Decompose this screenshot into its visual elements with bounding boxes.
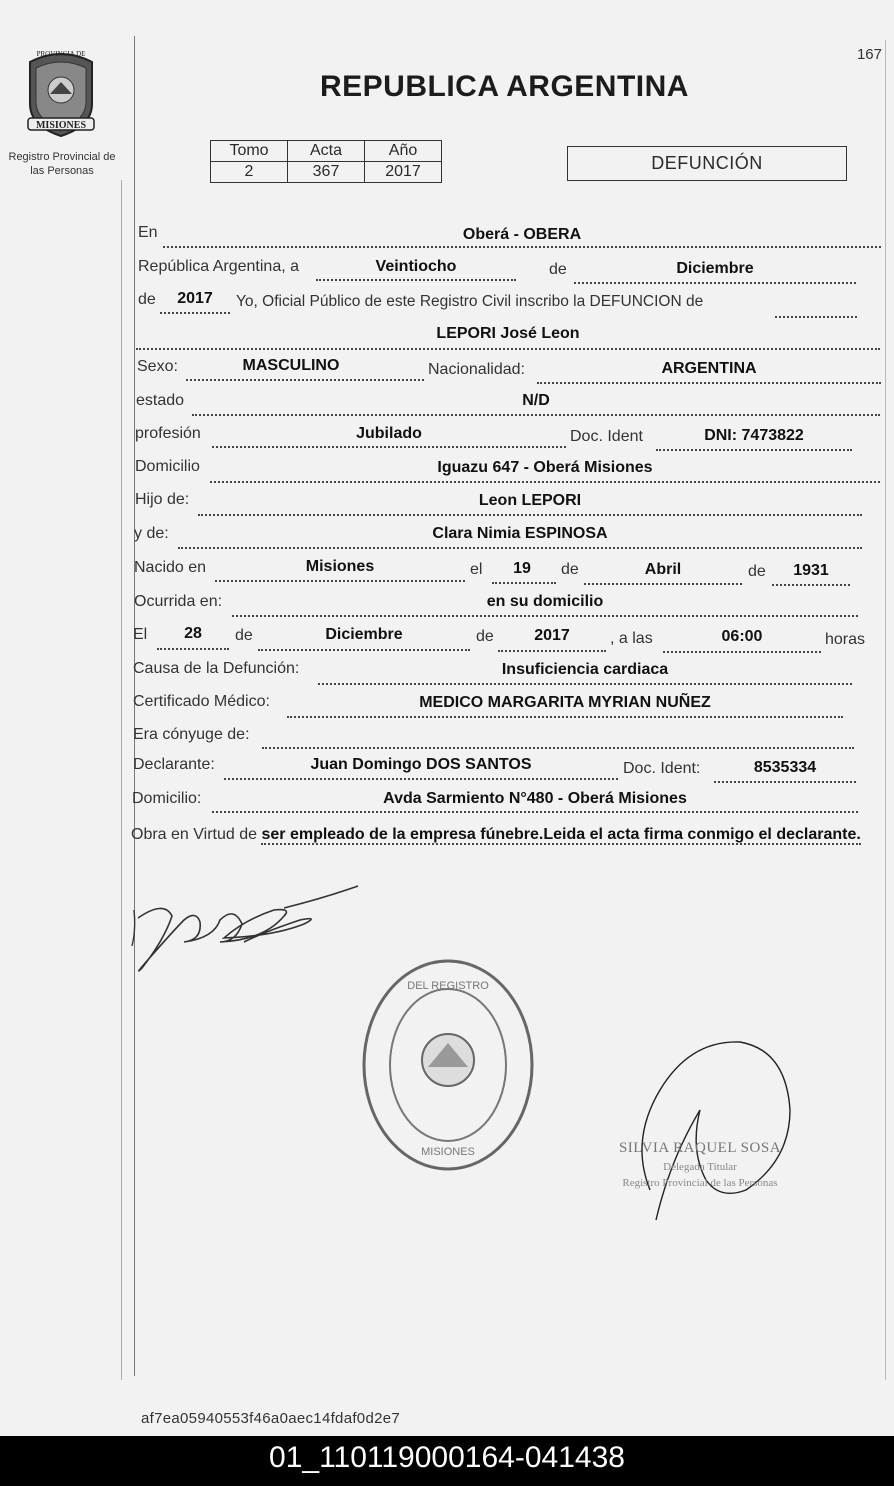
dotted-line — [714, 781, 856, 783]
dotted-line — [258, 649, 470, 651]
field-father: Leon LEPORI — [478, 492, 582, 509]
signatory-role: Delegada Titular — [663, 1161, 737, 1173]
official-signature — [620, 1030, 810, 1240]
label-doc-ident: Doc. Ident — [570, 428, 643, 445]
dotted-line — [318, 683, 852, 685]
field-profession: Jubilado — [356, 425, 422, 442]
field-month: Diciembre — [676, 260, 754, 277]
field-sex: MASCULINO — [242, 357, 340, 374]
signatory-registry: Registro Provincial de las Personas — [622, 1177, 778, 1189]
label-de-year: de — [138, 291, 156, 308]
margin-rule-right — [885, 40, 886, 1380]
label-ocurrida-en: Ocurrida en: — [134, 593, 223, 610]
dotted-line — [178, 547, 862, 549]
field-cause: Insuficiencia cardiaca — [501, 661, 669, 678]
table-value-acta: 367 — [288, 162, 365, 183]
field-birth-month: Abril — [644, 561, 682, 578]
label-de-death-year: de — [476, 628, 494, 645]
dotted-line — [663, 651, 821, 653]
dotted-line — [136, 348, 880, 350]
dotted-line — [537, 382, 881, 384]
page-number: 167 — [856, 46, 882, 63]
dotted-line — [287, 716, 843, 718]
registry-name: Registro Provincial de las Personas — [8, 151, 116, 177]
dotted-line — [157, 648, 229, 650]
table-value-ano: 2017 — [365, 162, 442, 183]
label-yo: Yo, Oficial Público de este Registro Civil inscribo la DEFUNCION de — [236, 293, 704, 310]
declarant-signature — [124, 880, 364, 980]
official-stamp — [358, 955, 538, 1175]
field-year: 2017 — [177, 290, 213, 307]
label-estado: estado — [136, 392, 185, 409]
dotted-line — [212, 446, 566, 448]
field-deceased-name: LEPORI José Leon — [436, 325, 580, 342]
field-marital-status: N/D — [522, 392, 550, 409]
dotted-line — [772, 584, 850, 586]
label-hijo-de: Hijo de: — [135, 491, 190, 508]
label-domicilio: Domicilio — [135, 458, 200, 475]
svg-text:DEL REGISTRO: DEL REGISTRO — [407, 980, 489, 992]
field-birth-place: Misiones — [305, 558, 375, 575]
field-certificate: MEDICO MARGARITA MYRIAN NUÑEZ — [419, 694, 711, 711]
svg-text:MISIONES: MISIONES — [421, 1146, 475, 1158]
label-republica: República Argentina, a — [138, 258, 299, 275]
dotted-line — [262, 747, 854, 749]
field-obra-text: ser empleado de la empresa fúnebre.Leida el acta firma conmigo el declarante. — [261, 826, 861, 843]
province-seal-logo — [20, 44, 102, 140]
label-en: En — [138, 224, 158, 241]
table-header-acta: Acta — [288, 141, 365, 162]
label-domicilio2: Domicilio: — [132, 790, 202, 807]
field-birth-year: 1931 — [793, 562, 829, 579]
label-de-birth: de — [561, 561, 579, 578]
field-death-place: en su domicilio — [486, 593, 604, 610]
label-y-de: y de: — [134, 525, 169, 542]
dotted-line — [212, 811, 858, 813]
label-de-death: de — [235, 627, 253, 644]
table-header-ano: Año — [365, 141, 442, 162]
record-table — [210, 140, 442, 183]
label-conyuge: Era cónyuge de: — [133, 726, 250, 743]
dotted-line — [232, 615, 858, 617]
field-death-year: 2017 — [534, 627, 570, 644]
field-death-day: 28 — [184, 625, 202, 642]
document-title: REPUBLICA ARGENTINA — [320, 70, 689, 103]
label-certificado: Certificado Médico: — [133, 693, 270, 710]
field-declarant-address: Avda Sarmiento N°480 - Oberá Misiones — [383, 790, 687, 807]
field-declarant: Juan Domingo DOS SANTOS — [310, 756, 532, 773]
label-horas: horas — [825, 631, 866, 648]
label-nacionalidad: Nacionalidad: — [428, 361, 525, 378]
label-doc-ident2: Doc. Ident: — [623, 760, 701, 777]
signatory-name: SILVIA RAQUEL SOSA — [618, 1140, 782, 1156]
svg-text:PROVINCIA DE: PROVINCIA DE — [36, 50, 86, 58]
dotted-line — [316, 279, 516, 281]
field-declarant-doc: 8535334 — [753, 759, 817, 776]
label-profesion: profesión — [135, 425, 201, 442]
field-mother: Clara Nimia ESPINOSA — [432, 525, 608, 542]
dotted-line — [210, 481, 880, 483]
table-header-tomo: Tomo — [211, 141, 288, 162]
label-declarante: Declarante: — [133, 756, 215, 773]
dotted-line — [492, 582, 556, 584]
label-de: de — [549, 261, 567, 278]
field-doc: DNI: 7473822 — [704, 427, 804, 444]
dotted-line — [775, 316, 857, 318]
dotted-line — [656, 449, 852, 451]
field-place: Oberá - OBERA — [462, 226, 582, 243]
footer-bar — [0, 1436, 894, 1486]
dotted-line — [498, 650, 606, 652]
field-death-month: Diciembre — [325, 626, 403, 643]
label-obra: Obra en Virtud de — [131, 826, 258, 843]
dotted-line — [160, 312, 230, 314]
table-value-tomo: 2 — [211, 162, 288, 183]
dotted-line — [186, 379, 424, 381]
dotted-line — [215, 580, 465, 582]
dotted-line — [574, 282, 856, 284]
svg-text:MISIONES: MISIONES — [35, 120, 87, 131]
field-day-words: Veintiocho — [375, 258, 457, 275]
footer-id: 01_110119000164-041438 — [269, 1441, 625, 1474]
dotted-line — [584, 583, 742, 585]
margin-rule-outer — [121, 180, 122, 1380]
label-el-cap: El — [133, 626, 148, 643]
field-address: Iguazu 647 - Oberá Misiones — [437, 459, 653, 476]
record-type-box: DEFUNCIÓN — [567, 146, 847, 181]
field-death-time: 06:00 — [721, 628, 763, 645]
field-birth-day: 19 — [513, 560, 531, 577]
label-a-las: , a las — [610, 630, 653, 647]
dotted-line — [163, 246, 881, 248]
dotted-line — [192, 414, 880, 416]
document-hash: af7ea05940553f46a0aec14fdaf0d2e7 — [141, 1410, 401, 1427]
obra-paragraph — [131, 823, 875, 846]
label-causa: Causa de la Defunción: — [133, 660, 300, 677]
field-nationality: ARGENTINA — [661, 360, 757, 377]
dotted-line — [224, 778, 618, 780]
label-nacido-en: Nacido en — [134, 559, 207, 576]
label-sexo: Sexo: — [137, 358, 178, 375]
dotted-line — [198, 514, 862, 516]
label-el: el — [470, 561, 483, 578]
label-de-birth-year: de — [748, 563, 766, 580]
